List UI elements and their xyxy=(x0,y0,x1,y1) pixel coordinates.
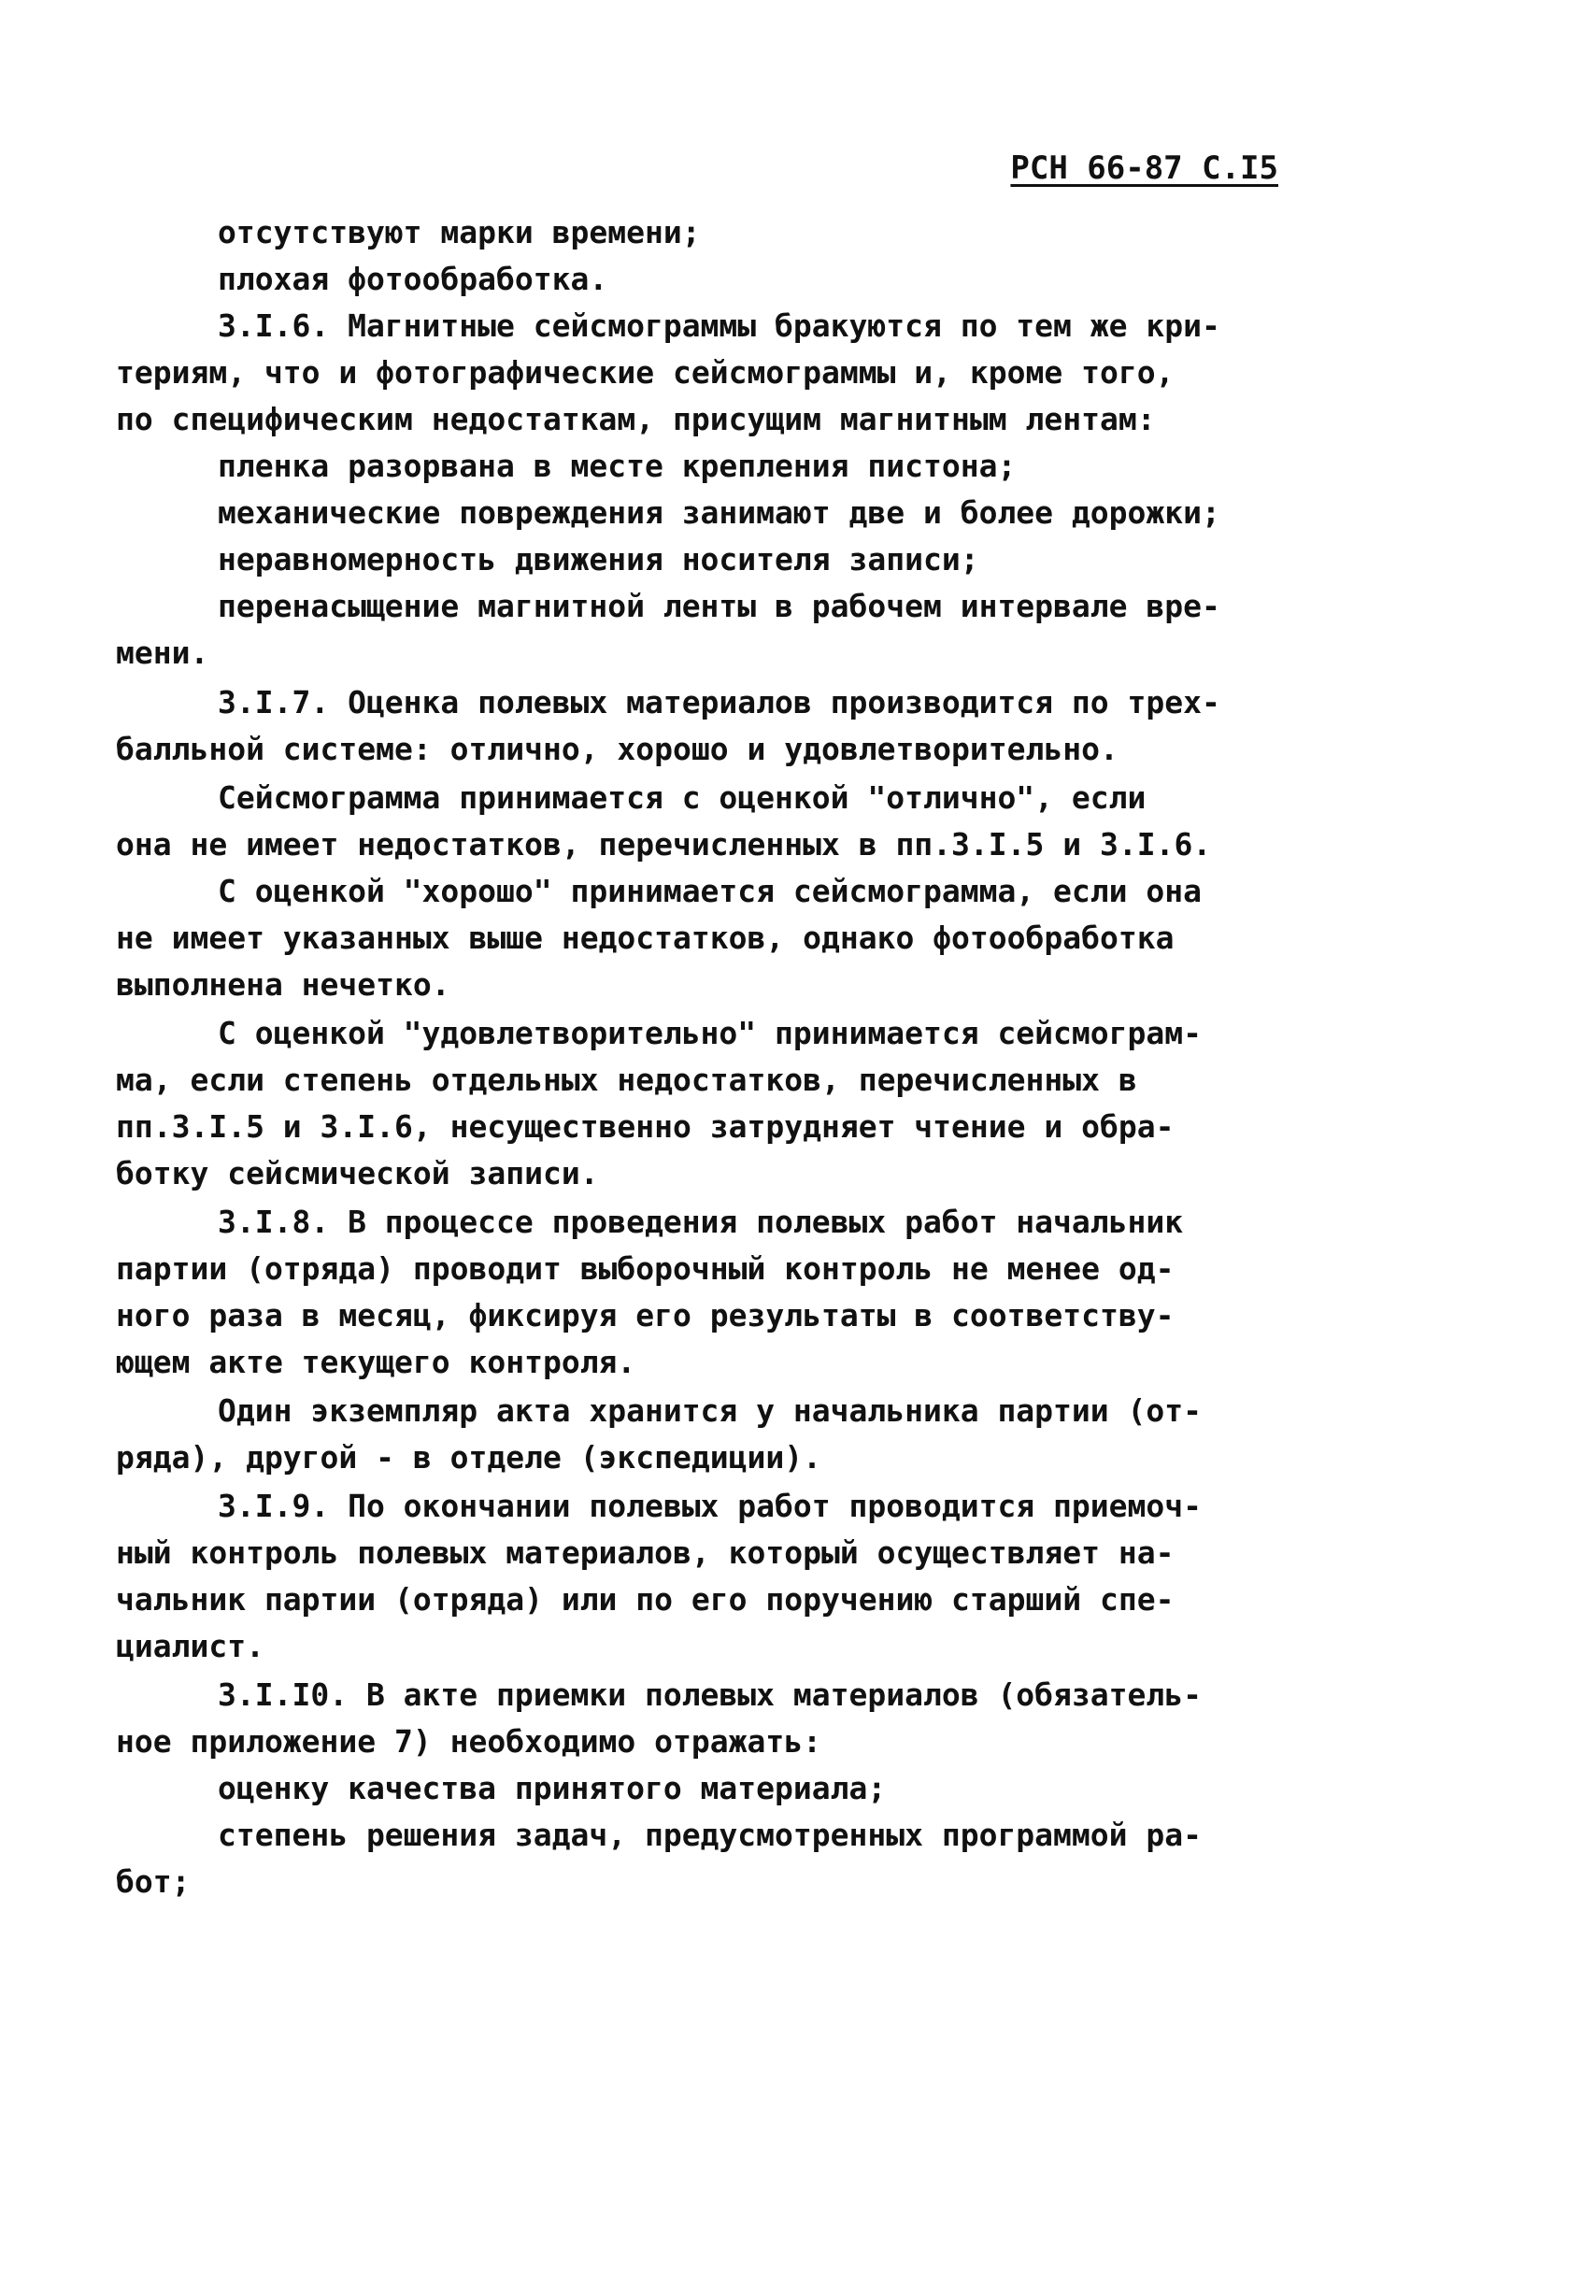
text-line: мени. xyxy=(116,635,209,671)
text-line: она не имеет недостатков, перечисленных в пп.3.I.5 и 3.I.6. xyxy=(116,826,1212,863)
text-line: ного раза в месяц, фиксируя его результаты в соответству- xyxy=(116,1297,1175,1333)
text-line: 3.I.8. В процессе проведения полевых работ начальник xyxy=(218,1204,1184,1240)
text-line: балльной системе: отлично, хорошо и удовлетворительно. xyxy=(116,731,1119,767)
text-line: ный контроль полевых материалов, который осуществляет на- xyxy=(116,1534,1175,1571)
text-line: 3.I.7. Оценка полевых материалов производится по трех- xyxy=(218,684,1220,720)
text-line: не имеет указанных выше недостатков, однако фотообработка xyxy=(116,920,1175,956)
text-line: Сейсмограмма принимается с оценкой "отлично", если xyxy=(218,779,1147,816)
text-line: ботку сейсмической записи. xyxy=(116,1155,599,1191)
text-line: перенасыщение магнитной ленты в рабочем интервале вре- xyxy=(218,588,1220,624)
text-line: С оценкой "удовлетворительно" принимается сейсмограм- xyxy=(218,1015,1202,1051)
text-line: пленка разорвана в месте крепления пистона; xyxy=(218,448,1017,484)
text-line: ма, если степень отдельных недостатков, перечисленных в xyxy=(116,1062,1137,1098)
text-line: плохая фотообработка. xyxy=(218,261,608,297)
text-line: ющем акте текущего контроля. xyxy=(116,1344,636,1380)
text-line: териям, что и фотографические сейсмограммы и, кроме того, xyxy=(116,354,1175,391)
text-line: циалист. xyxy=(116,1628,264,1664)
text-line: неравномерность движения носителя записи; xyxy=(218,541,979,578)
page-header-reference: РСН 66-87 С.I5 xyxy=(1010,150,1278,187)
text-line: оценку качества принятого материала; xyxy=(218,1770,887,1806)
text-line: пп.3.I.5 и 3.I.6, несущественно затрудняет чтение и обра- xyxy=(116,1108,1175,1145)
text-line: чальник партии (отряда) или по его поручению старший спе- xyxy=(116,1581,1175,1618)
text-line: 3.I.6. Магнитные сейсмограммы бракуются по тем же кри- xyxy=(218,307,1220,344)
text-line: бот; xyxy=(116,1863,191,1900)
text-line: 3.I.9. По окончании полевых работ проводится приемоч- xyxy=(218,1488,1202,1524)
text-line: выполнена нечетко. xyxy=(116,966,450,1003)
text-line: отсутствуют марки времени; xyxy=(218,214,701,250)
text-line: механические повреждения занимают две и более дорожки; xyxy=(218,494,1220,531)
text-line: по специфическим недостаткам, присущим магнитным лентам: xyxy=(116,401,1156,437)
text-line: степень решения задач, предусмотренных программой ра- xyxy=(218,1817,1202,1853)
text-line: Один экземпляр акта хранится у начальника партии (от- xyxy=(218,1392,1202,1429)
text-line: партии (отряда) проводит выборочный контроль не менее од- xyxy=(116,1250,1175,1287)
text-line: ное приложение 7) необходимо отражать: xyxy=(116,1723,821,1760)
text-line: ряда), другой - в отделе (экспедиции). xyxy=(116,1439,821,1476)
text-line: 3.I.I0. В акте приемки полевых материалов (обязатель- xyxy=(218,1676,1202,1713)
text-line: С оценкой "хорошо" принимается сейсмограмма, если она xyxy=(218,873,1202,909)
